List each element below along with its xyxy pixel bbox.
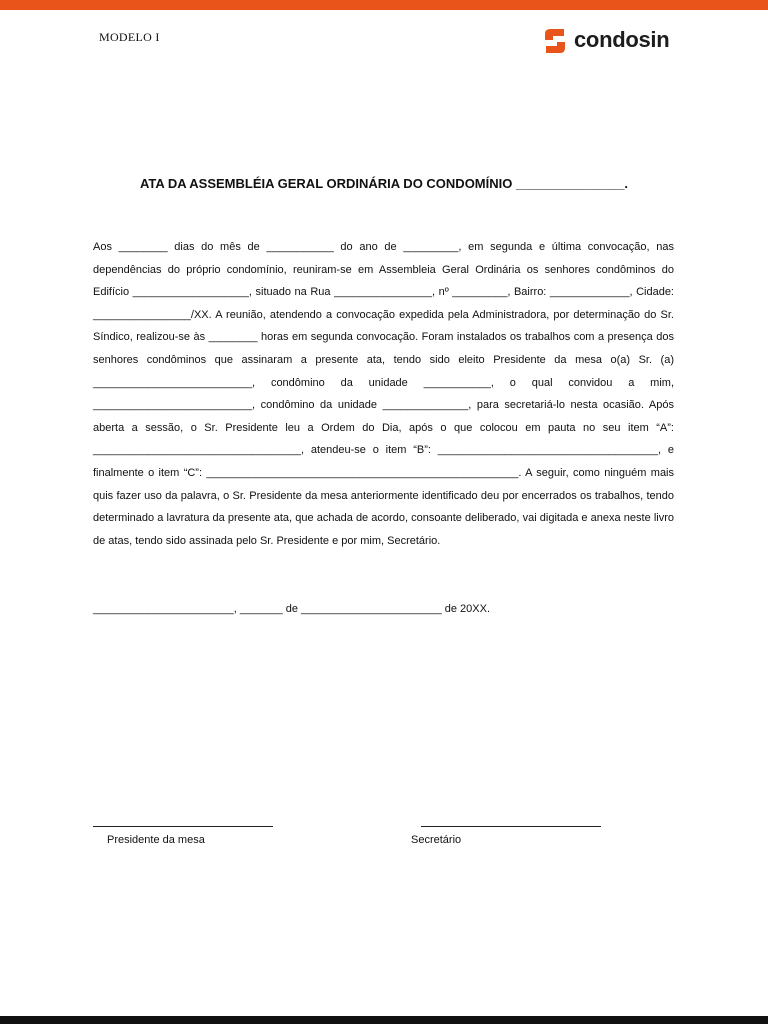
secretary-signature-line <box>421 826 601 827</box>
logo-wordmark: condosin <box>574 27 670 52</box>
document-body <box>93 236 674 552</box>
president-signature-line <box>93 826 273 827</box>
bottom-bar <box>0 1016 768 1024</box>
secretary-signature-label: Secretário <box>411 834 462 846</box>
president-signature-label: Presidente da mesa <box>107 834 205 846</box>
condosin-logo-icon <box>542 26 568 56</box>
body-paragraph: Aos ________ dias do mês de ___________ do ano de _________, em segunda e última convocação, nas dependências do próprio condomínio, reuniram-se em Assembleia Geral Ordinária os senhores condôminos do Edifício ___________________, situado na Rua ________________, nº _________, Bairro: _____________, Cidade: ________________/XX. A reunião, atendendo a convocação expedida pela Administradora, por determinação do Sr. Síndico, realizou-se às ________ horas em segunda convocação. Foram instalados os trabalhos com a presença dos senhores condôminos que assinaram a presente ata, tendo sido eleito Presidente da mesa o(a) Sr. (a) __________________________, condômino da unidade ___________, o qual convidou a mim, __________________________, condômino da unidade ______________, para secretariá-lo nesta ocasião. Após aberta a sessão, o Sr. Presidente leu a Ordem do Dia, após o que colocou em pauta no seu item “A”: __________________________________, atendeu-se o item “B”: ____________________________________, e finalmente o item “C”: ___________________________________________________. A seguir, como ninguém mais quis fazer uso da palavra, o Sr. Presidente da mesa anteriormente identificado deu por encerrados os trabalhos, tendo determinado a lavratura da presente ata, que achada de acordo, consoante deliberado, vai digitada e anexa neste livro de atas, tendo sido assinada pelo Sr. Presidente e por mim, Secretário. <box>93 241 674 547</box>
document-title: ATA DA ASSEMBLÉIA GERAL ORDINÁRIA DO CONDOMÍNIO _______________. <box>139 176 629 191</box>
condosin-logo <box>542 26 682 56</box>
date-line: _______________________, _______ de _______________________ de 20XX. <box>93 603 491 615</box>
top-accent-bar <box>0 0 768 10</box>
model-label: MODELO I <box>99 30 160 44</box>
